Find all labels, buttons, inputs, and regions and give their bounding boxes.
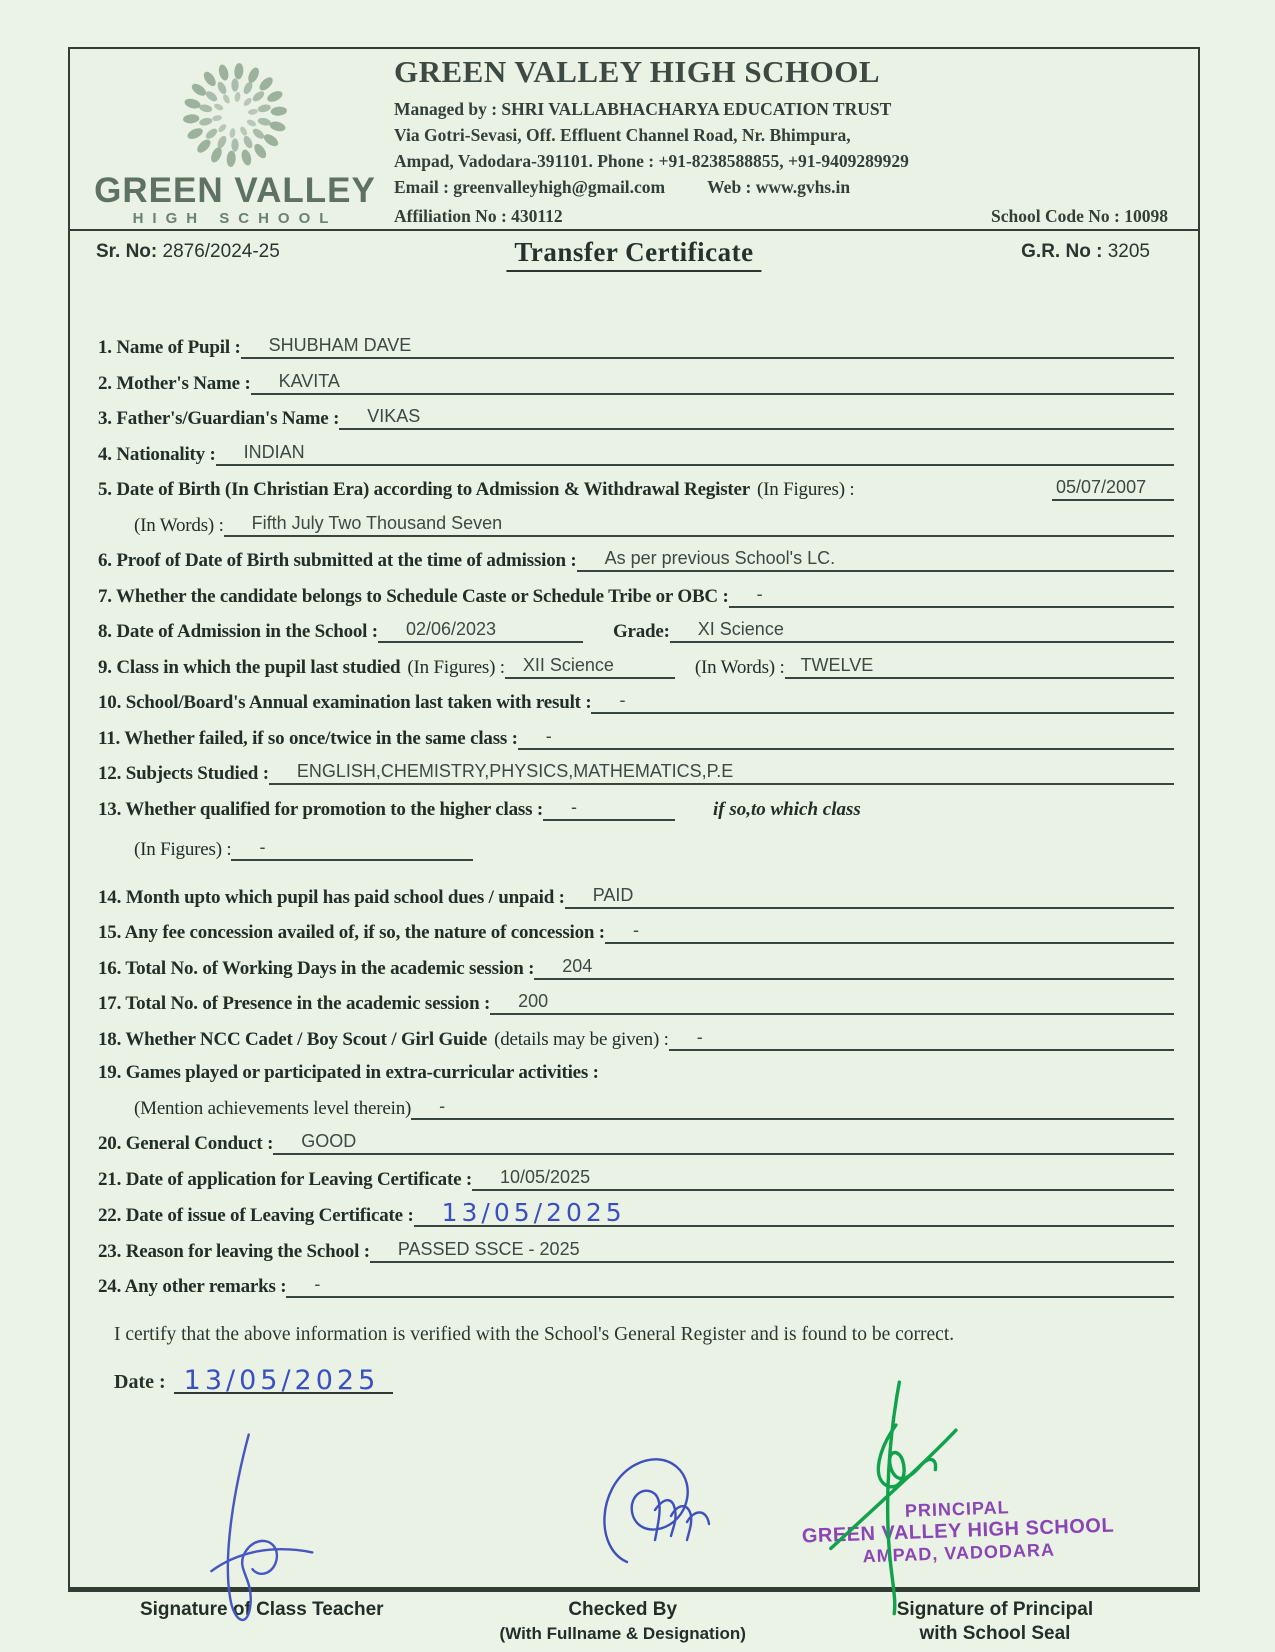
field-fee-concession	[98, 920, 1174, 944]
field-dob-in-words	[98, 513, 1174, 537]
field-other-remarks	[98, 1274, 1174, 1298]
field-value: -	[591, 690, 1174, 714]
letterhead	[70, 49, 1198, 229]
principal-signature-subtitle: with School Seal	[919, 1623, 1071, 1644]
field-label: 24. Any other remarks :	[98, 1276, 287, 1297]
field-value: 200	[490, 991, 1174, 1015]
grade-label: Grade:	[612, 621, 670, 642]
affiliation-line	[394, 203, 1178, 229]
field-label: 4. Nationality :	[98, 443, 216, 465]
title-bar	[70, 231, 1198, 277]
document-title: Transfer Certificate	[506, 237, 761, 272]
field-label: 10. School/Board's Annual examination last taken with result :	[98, 692, 592, 713]
field-value: -	[231, 837, 473, 861]
field-label: 5. Date of Birth (In Christian Era) according to Admission & Withdrawal Register	[98, 479, 750, 500]
field-value: ENGLISH,CHEMISTRY,PHYSICS,MATHEMATICS,P.E	[269, 761, 1174, 785]
certificate-sheet	[68, 47, 1200, 1644]
field-label: 12. Subjects Studied :	[98, 763, 269, 784]
in-words-value: TWELVE	[785, 655, 1174, 679]
field-label: 2. Mother's Name :	[98, 372, 251, 394]
field-label: 17. Total No. of Presence in the academic session :	[98, 993, 491, 1014]
principal-signature-title: Signature of Principal	[896, 1599, 1094, 1620]
stamp-line-3: AMPAD, VADODARA	[862, 1539, 1056, 1567]
certification-statement: I certify that the above information is verified with the School's General Register and is found to be correct.	[114, 1324, 955, 1345]
field-label: 23. Reason for leaving the School :	[98, 1240, 370, 1262]
serial-number	[96, 241, 280, 263]
field-label-light: (details may be given) :	[494, 1028, 669, 1050]
field-value: Fifth July Two Thousand Seven	[224, 513, 1174, 537]
field-value: PASSED SSCE - 2025	[370, 1239, 1174, 1263]
field-value: 02/06/2023	[378, 619, 583, 643]
school-info	[380, 54, 1178, 229]
field-qualified-for-promotion	[98, 797, 1174, 821]
field-label-light: (In Figures) :	[407, 656, 505, 678]
field-label: 21. Date of application for Leaving Certificate :	[98, 1168, 472, 1190]
serial-number-label: Sr. No:	[96, 241, 158, 262]
gr-number-label: G.R. No :	[1021, 241, 1103, 262]
field-label: (Mention achievements level therein)	[134, 1097, 412, 1119]
field-value: 10/05/2025	[472, 1167, 1174, 1191]
website: Web : www.gvhs.in	[707, 176, 851, 197]
gr-number-value: 3205	[1107, 241, 1150, 262]
checked-by-label	[454, 1598, 792, 1646]
field-last-examination	[98, 690, 1174, 714]
date-value-handwritten: 13/05/2025	[174, 1370, 394, 1394]
signature-area	[70, 1400, 1198, 1652]
field-label: 19. Games played or participated in extra-curricular activities :	[98, 1062, 599, 1083]
affiliation-no: Affiliation No : 430112	[394, 205, 563, 226]
checked-by-signature-icon	[575, 1444, 725, 1574]
field-value: -	[669, 1027, 1174, 1051]
address-line-2: Ampad, Vadodara-391101. Phone : +91-8238588855, +91-9409289929	[394, 150, 909, 171]
gr-number	[1021, 241, 1150, 263]
field-working-days	[98, 956, 1174, 980]
field-ncc-cadet	[98, 1027, 1174, 1051]
field-value: -	[605, 920, 1174, 944]
stamp-line-2: GREEN VALLEY HIGH SCHOOL	[801, 1514, 1115, 1548]
field-label: 13. Whether qualified for promotion to the higher class :	[98, 798, 543, 820]
contact-line	[394, 174, 1178, 200]
field-value: As per previous School's LC.	[577, 548, 1174, 572]
serial-number-value: 2876/2024-25	[162, 241, 280, 262]
field-value: PAID	[565, 885, 1174, 909]
field-label-light: (In Figures) :	[756, 479, 855, 500]
grade-value: XI Science	[670, 619, 1174, 643]
field-subjects-studied	[98, 761, 1174, 785]
field-label: 18. Whether NCC Cadet / Boy Scout / Girl Guide	[98, 1028, 488, 1050]
date-row	[114, 1365, 1198, 1396]
field-class-last-studied	[98, 655, 1174, 679]
stamp-line-1: PRINCIPAL	[904, 1497, 1010, 1521]
field-reason-for-leaving	[98, 1239, 1174, 1263]
field-name-of-pupil	[98, 335, 1174, 359]
field-dues-paid	[98, 885, 1174, 909]
field-value: SHUBHAM DAVE	[241, 335, 1174, 359]
field-label: 16. Total No. of Working Days in the academic session :	[98, 957, 535, 979]
field-caste-category	[98, 584, 1174, 608]
field-label: 22. Date of issue of Leaving Certificate :	[98, 1205, 414, 1226]
field-value: INDIAN	[216, 442, 1174, 466]
field-value-handwritten: 13/05/2025	[414, 1202, 1174, 1227]
principal-signature-icon	[805, 1377, 980, 1617]
checked-by-subtitle: (With Fullname & Designation)	[499, 1624, 746, 1643]
field-date-of-admission	[98, 619, 1174, 643]
field-fathers-name	[98, 406, 1174, 430]
school-logo	[90, 56, 380, 227]
field-label: 9. Class in which the pupil last studied	[98, 656, 401, 678]
address-line-1: Via Gotri-Sevasi, Off. Effluent Channel Road, Nr. Bhimpura,	[394, 124, 851, 145]
school-name: GREEN VALLEY HIGH SCHOOL	[394, 53, 881, 89]
checked-by-title: Checked By	[568, 1599, 678, 1620]
field-general-conduct	[98, 1131, 1174, 1155]
field-label: (In Words) :	[134, 514, 224, 536]
field-value: GOOD	[273, 1131, 1174, 1155]
class-teacher-signature-label: Signature of Class Teacher	[139, 1599, 384, 1620]
field-whether-failed	[98, 726, 1174, 750]
field-label: 15. Any fee concession availed of, if so, the nature of concession :	[98, 922, 605, 943]
field-value: -	[518, 726, 1174, 750]
class-teacher-signature-icon	[170, 1429, 320, 1644]
field-label: 6. Proof of Date of Birth submitted at the time of admission :	[98, 550, 577, 571]
field-application-date	[98, 1167, 1174, 1191]
field-value: XII Science	[505, 655, 675, 679]
field-presence-days	[98, 991, 1174, 1015]
field-value: -	[729, 584, 1174, 608]
field-value: -	[543, 797, 675, 821]
field-games-activities	[98, 1062, 1174, 1084]
field-label: 8. Date of Admission in the School :	[98, 621, 378, 642]
logo-subtitle: HIGH SCHOOL	[132, 209, 338, 227]
logo-wordmark: GREEN VALLEY	[94, 170, 376, 210]
field-value: -	[286, 1274, 1174, 1298]
field-issue-date	[98, 1198, 1174, 1227]
field-proof-of-dob	[98, 548, 1174, 572]
email: Email : greenvalleyhigh@gmail.com	[394, 176, 666, 197]
field-value: VIKAS	[339, 406, 1174, 430]
certificate-fields	[70, 335, 1198, 1298]
field-value: 204	[534, 956, 1174, 980]
field-label: (In Figures) :	[134, 838, 232, 860]
field-label: 20. General Conduct :	[98, 1133, 274, 1154]
school-code: School Code No : 10098	[991, 205, 1168, 226]
managed-by: Managed by : SHRI VALLABHACHARYA EDUCATION TRUST	[394, 98, 892, 119]
field-nationality	[98, 442, 1174, 466]
field-label: 14. Month upto which pupil has paid school dues / unpaid :	[98, 886, 565, 908]
field-value: 05/07/2007	[1052, 477, 1174, 501]
if-so-note: if so,to which class	[712, 798, 861, 820]
date-label: Date :	[114, 1371, 166, 1393]
field-promotion-in-figures	[98, 837, 1174, 861]
field-label: 3. Father's/Guardian's Name :	[98, 408, 340, 429]
field-value: KAVITA	[251, 371, 1174, 395]
field-mothers-name	[98, 371, 1174, 395]
field-label: 11. Whether failed, if so once/twice in the same class :	[98, 727, 518, 749]
field-label: 7. Whether the candidate belongs to Schedule Caste or Schedule Tribe or OBC :	[98, 585, 729, 607]
in-words-label: (In Words) :	[694, 656, 785, 678]
field-date-of-birth	[98, 477, 1174, 501]
field-value: -	[411, 1096, 1174, 1120]
field-achievements	[98, 1096, 1174, 1120]
starburst-leaf-icon	[174, 56, 296, 174]
field-label: 1. Name of Pupil :	[98, 337, 241, 358]
